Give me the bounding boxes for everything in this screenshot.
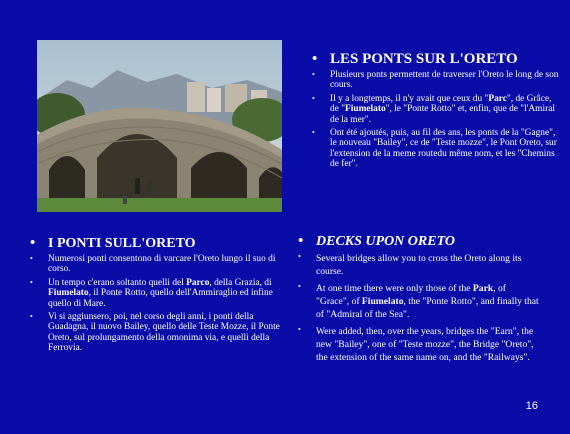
text-run: Un tempo c'erano soltanto quelli del — [48, 277, 187, 288]
english-section — [298, 233, 540, 368]
list-item — [30, 254, 280, 275]
list-item-text — [48, 254, 280, 275]
french-title: • LES PONTS SUR L'ORETO — [312, 51, 518, 67]
french-bullets — [312, 70, 560, 170]
bold-text: Parco — [186, 277, 210, 288]
bullet-icon: • — [298, 233, 304, 249]
bridge-photo — [37, 40, 282, 212]
text-run: ", le "Ponte Rotto" et, enfin, que de "l'Amiral de la mer". — [330, 104, 555, 125]
text-run: , il Ponte Rotto, quello dell'Ammiraglio ed infine quello di Mare. — [48, 288, 273, 309]
list-item-text — [330, 128, 560, 170]
list-item-text — [316, 325, 540, 364]
list-item-text — [48, 278, 280, 309]
bold-text: Fiumelato — [361, 296, 404, 307]
list-item — [298, 282, 540, 321]
text-run: ", de Grâce, de " — [330, 93, 552, 115]
bullet-icon: • — [298, 282, 301, 291]
bold-text: Fiumelato — [48, 288, 89, 299]
list-item — [312, 128, 560, 170]
list-item — [298, 252, 540, 278]
bullet-icon: • — [298, 252, 301, 261]
bullet-icon: • — [312, 51, 318, 67]
list-item-text — [48, 312, 280, 354]
text-run: Were added, then, over the years, bridges the "Earn", the new "Bailey", one of "Teste mozze", the Bridge "Oreto", the extension of the same name on, and the "Railways". — [316, 326, 534, 363]
list-item — [312, 94, 560, 125]
list-item — [312, 70, 560, 91]
bullet-icon: • — [298, 325, 301, 334]
text-run: Numerosi ponti consentono di varcare l'Oreto lungo il suo di corso. — [48, 254, 276, 275]
page-number: 16 — [525, 400, 538, 412]
bold-text: Fiumelato — [345, 104, 386, 115]
text-run: Several bridges allow you to cross the Oreto along its course. — [316, 253, 522, 277]
italian-bullets — [30, 254, 280, 354]
bold-text: Park — [472, 283, 494, 294]
list-item-text — [330, 94, 560, 125]
english-bullets — [298, 252, 540, 364]
list-item-text — [316, 282, 540, 321]
bridge-illustration — [37, 40, 282, 212]
text-run: , of "Grace", of — [316, 283, 506, 307]
text-run: Il y a longtemps, il n'y avait que ceux du " — [330, 93, 489, 104]
bullet-icon: • — [30, 277, 33, 287]
list-item-text — [316, 252, 540, 278]
bullet-icon: • — [312, 70, 315, 79]
text-run: , the "Ponte Rotto", and finally that of "Admiral of the Sea". — [316, 296, 539, 320]
list-item — [30, 312, 280, 354]
list-item-text — [330, 70, 560, 91]
text-run: Plusieurs ponts permettent de traverser l'Oreto le long de son cours. — [330, 70, 559, 91]
bullet-icon: • — [30, 235, 36, 251]
italian-section — [30, 235, 280, 357]
bullet-icon: • — [30, 254, 33, 263]
bullet-icon: • — [312, 93, 315, 103]
text-run: Vi si aggiunsero, poi, nel corso degli anni, i ponti della Guadagna, il nuovo Bailey, quello delle Teste Mozze, il Ponte Oreto, sul prolungamento della omonima via, e quelli della Ferrovia. — [48, 312, 280, 354]
french-section — [312, 51, 560, 173]
bullet-icon: • — [30, 312, 33, 322]
bullet-icon: • — [312, 128, 315, 138]
text-run: Ont été ajoutés, puis, au fil des ans, les ponts de la "Gagne", le nouveau "Bailey", ce de "Teste mozze", le Pont Oreto, sur l'extension de la meme routedu même nom, et les "Chemins de fer". — [330, 128, 557, 170]
text-run: , della Grazia, di — [209, 277, 272, 288]
italian-title: • I PONTI SULL'ORETO — [30, 235, 196, 251]
list-item — [298, 325, 540, 364]
list-item — [30, 278, 280, 309]
text-run: At one time there were only those of the — [316, 283, 473, 294]
bold-text: Parc — [488, 93, 507, 104]
english-title: • DECKS UPON ORETO — [298, 233, 455, 249]
